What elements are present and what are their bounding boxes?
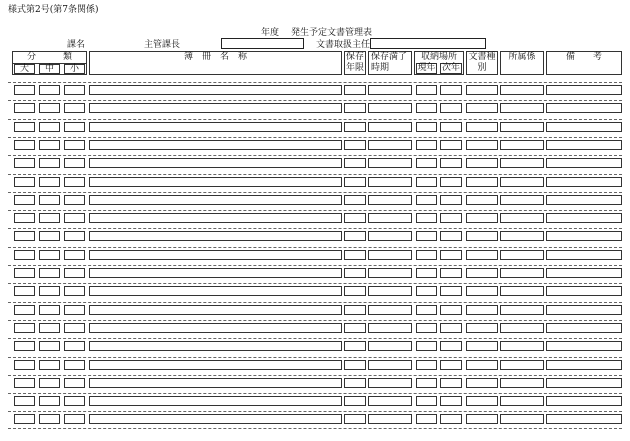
small-cell[interactable]: [64, 323, 85, 333]
small-cell[interactable]: [64, 360, 85, 370]
doc-type-cell[interactable]: [466, 268, 498, 278]
small-cell[interactable]: [64, 85, 85, 95]
row-separator: [8, 137, 622, 138]
doc-type-cell[interactable]: [466, 103, 498, 113]
small-cell[interactable]: [64, 305, 85, 315]
retention-cell[interactable]: [344, 414, 366, 424]
small-cell[interactable]: [64, 396, 85, 406]
doc-type-cell[interactable]: [466, 195, 498, 205]
header-small: 小: [64, 64, 85, 74]
retention-cell[interactable]: [344, 122, 366, 132]
row-separator: [8, 119, 622, 120]
register-name-cell[interactable]: [89, 360, 342, 370]
department-cell[interactable]: [500, 85, 544, 95]
register-name-cell[interactable]: [89, 305, 342, 315]
small-cell[interactable]: [64, 286, 85, 296]
department-cell[interactable]: [500, 286, 544, 296]
department-cell[interactable]: [500, 396, 544, 406]
register-name-cell[interactable]: [89, 378, 342, 388]
large-cell[interactable]: [14, 414, 35, 424]
header-remarks-text: 備 考: [565, 52, 602, 62]
medium-cell[interactable]: [39, 396, 60, 406]
large-cell[interactable]: [14, 122, 35, 132]
current-year-cell[interactable]: [416, 213, 437, 223]
expiry-cell[interactable]: [368, 158, 412, 168]
register-name-cell[interactable]: [89, 286, 342, 296]
department-cell[interactable]: [500, 177, 544, 187]
register-name-cell[interactable]: [89, 231, 342, 241]
next-year-cell[interactable]: [440, 268, 462, 278]
remarks-cell[interactable]: [546, 103, 622, 113]
medium-cell[interactable]: [39, 213, 60, 223]
expiry-cell[interactable]: [368, 231, 412, 241]
section-label: 課名: [67, 40, 86, 50]
large-cell[interactable]: [14, 360, 35, 370]
doc-type-cell[interactable]: [466, 323, 498, 333]
retention-cell[interactable]: [344, 231, 366, 241]
header-expiry-line2: 時期: [371, 63, 390, 73]
current-year-cell[interactable]: [416, 177, 437, 187]
retention-cell[interactable]: [344, 103, 366, 113]
expiry-cell[interactable]: [368, 213, 412, 223]
expiry-cell[interactable]: [368, 414, 412, 424]
expiry-cell[interactable]: [368, 140, 412, 150]
doc-type-cell[interactable]: [466, 305, 498, 315]
department-cell[interactable]: [500, 414, 544, 424]
row-separator: [8, 320, 622, 321]
remarks-cell[interactable]: [546, 195, 622, 205]
header-doc-type-line1: 文書種: [468, 52, 496, 62]
next-year-cell[interactable]: [440, 250, 462, 260]
doc-type-cell[interactable]: [466, 378, 498, 388]
register-name-cell[interactable]: [89, 414, 342, 424]
remarks-cell[interactable]: [546, 250, 622, 260]
header-retention-line2: 年限: [345, 63, 364, 73]
department-cell[interactable]: [500, 341, 544, 351]
current-year-cell[interactable]: [416, 286, 437, 296]
current-year-cell[interactable]: [416, 85, 437, 95]
department-cell[interactable]: [500, 268, 544, 278]
medium-cell[interactable]: [39, 414, 60, 424]
next-year-cell[interactable]: [440, 378, 462, 388]
retention-cell[interactable]: [344, 341, 366, 351]
medium-cell[interactable]: [39, 341, 60, 351]
current-year-cell[interactable]: [416, 323, 437, 333]
remarks-cell[interactable]: [546, 360, 622, 370]
retention-cell[interactable]: [344, 360, 366, 370]
department-cell[interactable]: [500, 122, 544, 132]
doc-type-cell[interactable]: [466, 396, 498, 406]
department-cell[interactable]: [500, 140, 544, 150]
current-year-cell[interactable]: [416, 305, 437, 315]
next-year-cell[interactable]: [440, 414, 462, 424]
doc-type-cell[interactable]: [466, 213, 498, 223]
retention-cell[interactable]: [344, 378, 366, 388]
row-separator: [8, 247, 622, 248]
large-cell[interactable]: [14, 268, 35, 278]
remarks-cell[interactable]: [546, 158, 622, 168]
header-large: 大: [14, 64, 35, 74]
medium-cell[interactable]: [39, 360, 60, 370]
remarks-cell[interactable]: [546, 341, 622, 351]
current-year-cell[interactable]: [416, 414, 437, 424]
expiry-cell[interactable]: [368, 286, 412, 296]
row-separator: [8, 302, 622, 303]
retention-cell[interactable]: [344, 213, 366, 223]
current-year-cell[interactable]: [416, 360, 437, 370]
remarks-cell[interactable]: [546, 286, 622, 296]
expiry-cell[interactable]: [368, 85, 412, 95]
register-name-cell[interactable]: [89, 103, 342, 113]
row-separator: [8, 100, 622, 101]
chief-label: 主管課長: [144, 40, 181, 50]
row-separator: [8, 283, 622, 284]
next-year-cell[interactable]: [440, 323, 462, 333]
row-separator: [8, 411, 622, 412]
small-cell[interactable]: [64, 213, 85, 223]
next-year-cell[interactable]: [440, 122, 462, 132]
row-separator: [8, 228, 622, 229]
remarks-cell[interactable]: [546, 177, 622, 187]
small-cell[interactable]: [64, 378, 85, 388]
medium-cell[interactable]: [39, 305, 60, 315]
expiry-cell[interactable]: [368, 195, 412, 205]
small-cell[interactable]: [64, 158, 85, 168]
header-storage-text: 収納場所: [420, 52, 457, 62]
department-cell[interactable]: [500, 250, 544, 260]
small-cell[interactable]: [64, 122, 85, 132]
large-cell[interactable]: [14, 158, 35, 168]
remarks-cell[interactable]: [546, 85, 622, 95]
large-cell[interactable]: [14, 396, 35, 406]
row-separator: [8, 155, 622, 156]
register-name-cell[interactable]: [89, 177, 342, 187]
register-name-cell[interactable]: [89, 122, 342, 132]
next-year-cell[interactable]: [440, 140, 462, 150]
remarks-cell[interactable]: [546, 213, 622, 223]
next-year-cell[interactable]: [440, 158, 462, 168]
next-year-cell[interactable]: [440, 286, 462, 296]
register-name-cell[interactable]: [89, 85, 342, 95]
current-year-cell[interactable]: [416, 250, 437, 260]
current-year-cell[interactable]: [416, 268, 437, 278]
remarks-cell[interactable]: [546, 122, 622, 132]
medium-cell[interactable]: [39, 250, 60, 260]
next-year-cell[interactable]: [440, 360, 462, 370]
officer-label: 文書取扱主任: [316, 40, 371, 50]
department-cell[interactable]: [500, 195, 544, 205]
row-separator: [8, 82, 622, 83]
department-cell[interactable]: [500, 213, 544, 223]
expiry-cell[interactable]: [368, 305, 412, 315]
department-cell[interactable]: [500, 158, 544, 168]
header-classification: 分 類: [26, 51, 72, 62]
medium-cell[interactable]: [39, 140, 60, 150]
expiry-cell[interactable]: [368, 103, 412, 113]
register-name-cell[interactable]: [89, 396, 342, 406]
medium-cell[interactable]: [39, 231, 60, 241]
year-label: 年度: [261, 28, 280, 38]
medium-cell[interactable]: [39, 268, 60, 278]
retention-cell[interactable]: [344, 158, 366, 168]
small-cell[interactable]: [64, 268, 85, 278]
doc-type-cell[interactable]: [466, 286, 498, 296]
expiry-cell[interactable]: [368, 360, 412, 370]
retention-cell[interactable]: [344, 177, 366, 187]
row-separator: [8, 174, 622, 175]
large-cell[interactable]: [14, 286, 35, 296]
department-cell[interactable]: [500, 323, 544, 333]
current-year-cell[interactable]: [416, 396, 437, 406]
current-year-cell[interactable]: [416, 122, 437, 132]
retention-cell[interactable]: [344, 195, 366, 205]
retention-cell[interactable]: [344, 305, 366, 315]
large-cell[interactable]: [14, 231, 35, 241]
next-year-cell[interactable]: [440, 85, 462, 95]
remarks-cell[interactable]: [546, 414, 622, 424]
doc-type-cell[interactable]: [466, 177, 498, 187]
department-cell[interactable]: [500, 305, 544, 315]
current-year-cell[interactable]: [416, 140, 437, 150]
medium-cell[interactable]: [39, 378, 60, 388]
medium-cell[interactable]: [39, 85, 60, 95]
large-cell[interactable]: [14, 341, 35, 351]
register-name-cell[interactable]: [89, 195, 342, 205]
current-year-cell[interactable]: [416, 158, 437, 168]
department-cell[interactable]: [500, 378, 544, 388]
row-separator: [8, 428, 622, 429]
next-year-cell[interactable]: [440, 213, 462, 223]
next-year-cell[interactable]: [440, 396, 462, 406]
department-cell[interactable]: [500, 103, 544, 113]
large-cell[interactable]: [14, 140, 35, 150]
retention-cell[interactable]: [344, 85, 366, 95]
retention-cell[interactable]: [344, 250, 366, 260]
remarks-cell[interactable]: [546, 378, 622, 388]
small-cell[interactable]: [64, 177, 85, 187]
next-year-cell[interactable]: [440, 103, 462, 113]
document-title: 発生予定文書管理表: [291, 28, 373, 38]
large-cell[interactable]: [14, 195, 35, 205]
doc-type-cell[interactable]: [466, 158, 498, 168]
row-separator: [8, 393, 622, 394]
expiry-cell[interactable]: [368, 341, 412, 351]
small-cell[interactable]: [64, 140, 85, 150]
next-year-cell[interactable]: [440, 195, 462, 205]
next-year-cell[interactable]: [440, 305, 462, 315]
current-year-cell[interactable]: [416, 195, 437, 205]
header-department-text: 所属係: [508, 52, 536, 62]
row-separator: [8, 357, 622, 358]
retention-cell[interactable]: [344, 286, 366, 296]
medium-cell[interactable]: [39, 286, 60, 296]
header-retention-line1: 保存: [345, 52, 364, 62]
remarks-cell[interactable]: [546, 323, 622, 333]
remarks-cell[interactable]: [546, 140, 622, 150]
next-year-cell[interactable]: [440, 231, 462, 241]
small-cell[interactable]: [64, 414, 85, 424]
current-year-cell[interactable]: [416, 231, 437, 241]
row-separator: [8, 375, 622, 376]
remarks-cell[interactable]: [546, 231, 622, 241]
row-separator: [8, 210, 622, 211]
medium-cell[interactable]: [39, 323, 60, 333]
expiry-cell[interactable]: [368, 122, 412, 132]
form-reference: (第7条関係): [49, 5, 99, 15]
row-separator: [8, 192, 622, 193]
medium-cell[interactable]: [39, 177, 60, 187]
doc-type-cell[interactable]: [466, 231, 498, 241]
large-cell[interactable]: [14, 378, 35, 388]
next-year-cell[interactable]: [440, 177, 462, 187]
retention-cell[interactable]: [344, 140, 366, 150]
retention-cell[interactable]: [344, 396, 366, 406]
register-name-cell[interactable]: [89, 268, 342, 278]
header-expiry-line1: 保存満了: [371, 52, 408, 62]
medium-cell[interactable]: [39, 158, 60, 168]
header-next-year: 次年: [441, 63, 460, 73]
expiry-cell[interactable]: [368, 250, 412, 260]
form-number-text: 様式第2号: [8, 5, 50, 15]
register-name-cell[interactable]: [89, 341, 342, 351]
small-cell[interactable]: [64, 195, 85, 205]
large-cell[interactable]: [14, 250, 35, 260]
doc-type-cell[interactable]: [466, 250, 498, 260]
expiry-cell[interactable]: [368, 378, 412, 388]
large-cell[interactable]: [14, 177, 35, 187]
remarks-cell[interactable]: [546, 268, 622, 278]
register-name-cell[interactable]: [89, 140, 342, 150]
large-cell[interactable]: [14, 85, 35, 95]
expiry-cell[interactable]: [368, 323, 412, 333]
remarks-cell[interactable]: [546, 305, 622, 315]
small-cell[interactable]: [64, 250, 85, 260]
header-current-year: 現年: [417, 63, 436, 73]
expiry-cell[interactable]: [368, 177, 412, 187]
small-cell[interactable]: [64, 103, 85, 113]
register-name-cell[interactable]: [89, 323, 342, 333]
department-cell[interactable]: [500, 231, 544, 241]
row-separator: [8, 265, 622, 266]
current-year-cell[interactable]: [416, 341, 437, 351]
expiry-cell[interactable]: [368, 268, 412, 278]
medium-cell[interactable]: [39, 103, 60, 113]
large-cell[interactable]: [14, 213, 35, 223]
register-name-cell[interactable]: [89, 213, 342, 223]
doc-type-cell[interactable]: [466, 341, 498, 351]
current-year-cell[interactable]: [416, 103, 437, 113]
small-cell[interactable]: [64, 341, 85, 351]
row-separator: [8, 338, 622, 339]
remarks-cell[interactable]: [546, 396, 622, 406]
large-cell[interactable]: [14, 323, 35, 333]
next-year-cell[interactable]: [440, 341, 462, 351]
medium-cell[interactable]: [39, 122, 60, 132]
current-year-cell[interactable]: [416, 378, 437, 388]
large-cell[interactable]: [14, 103, 35, 113]
retention-cell[interactable]: [344, 323, 366, 333]
expiry-cell[interactable]: [368, 396, 412, 406]
doc-type-cell[interactable]: [466, 360, 498, 370]
header-medium: 中: [39, 64, 60, 74]
register-name-cell[interactable]: [89, 158, 342, 168]
department-cell[interactable]: [500, 360, 544, 370]
small-cell[interactable]: [64, 231, 85, 241]
doc-type-cell[interactable]: [466, 140, 498, 150]
register-name-cell[interactable]: [89, 250, 342, 260]
doc-type-cell[interactable]: [466, 122, 498, 132]
medium-cell[interactable]: [39, 195, 60, 205]
doc-type-cell[interactable]: [466, 85, 498, 95]
header-register-name-text: 簿 冊 名 称: [183, 52, 247, 62]
header-doc-type-line2: 別: [477, 63, 487, 73]
large-cell[interactable]: [14, 305, 35, 315]
retention-cell[interactable]: [344, 268, 366, 278]
doc-type-cell[interactable]: [466, 414, 498, 424]
